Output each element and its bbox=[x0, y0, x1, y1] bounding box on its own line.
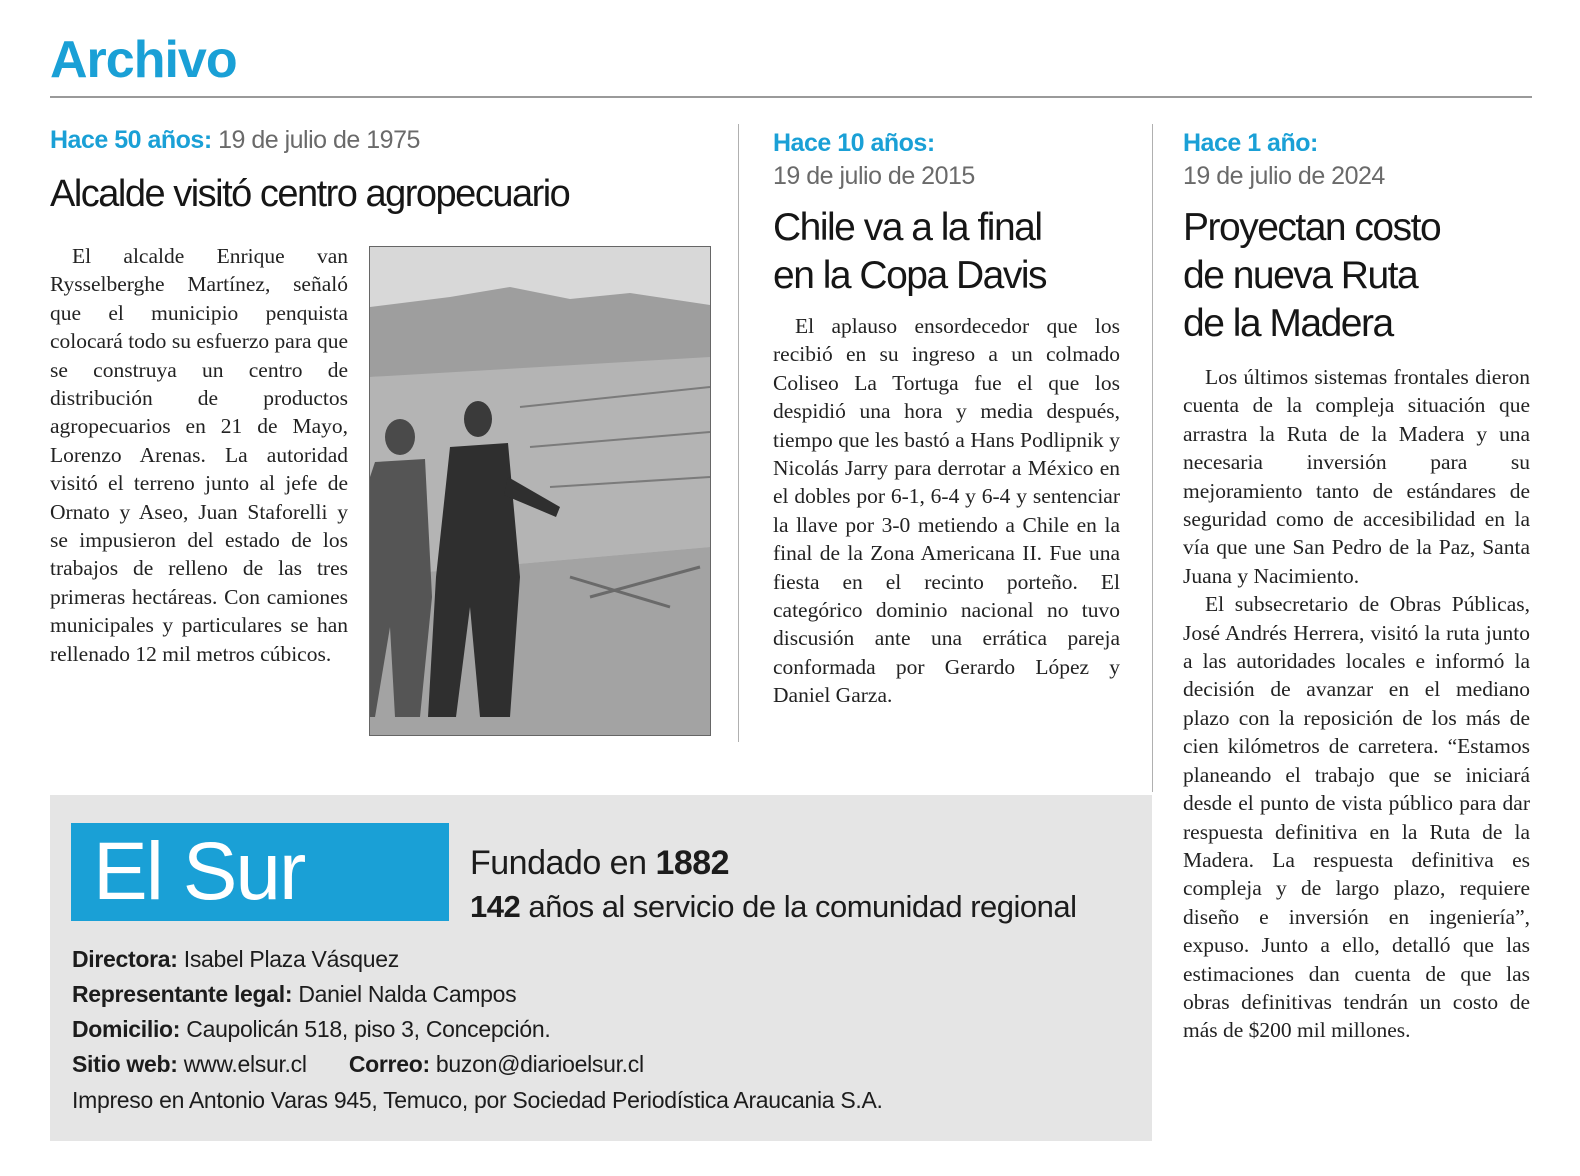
kicker-date: 19 de julio de 2015 bbox=[773, 162, 975, 190]
service-line bbox=[470, 887, 1077, 927]
credit-printed: Impreso en Antonio Varas 945, Temuco, por Sociedad Periodística Araucania S.A. bbox=[72, 1087, 883, 1113]
article-1-kicker bbox=[50, 124, 420, 157]
article-3-kicker bbox=[1183, 127, 1385, 193]
credit-label: Domicilio: bbox=[72, 1016, 181, 1042]
credit-label: Correo: bbox=[348, 1051, 430, 1077]
archive-photo bbox=[369, 246, 711, 736]
headline-line: Chile va a la final bbox=[773, 206, 1042, 249]
kicker-label: Hace 10 años: bbox=[773, 129, 935, 157]
article-2-body bbox=[773, 312, 1120, 710]
founded-line bbox=[470, 843, 729, 883]
column-divider-2 bbox=[1152, 124, 1153, 792]
brand-logo bbox=[71, 823, 449, 921]
headline-line: Proyectan costo bbox=[1183, 206, 1441, 249]
service-text: años al servicio de la comunidad regional bbox=[528, 889, 1077, 924]
credit-director bbox=[72, 944, 399, 974]
founded-prefix: Fundado en bbox=[470, 844, 647, 882]
article-paragraph: El alcalde Enrique van Rysselberghe Martínez, señaló que el municipio penquista colocará todo su esfuerzo para que se construya un centro de distribución de productos agropecuarios en 21 de Mayo, Lorenzo Arenas. La autoridad visitó el terreno junto al jefe de Ornato y Aseo, Juan Staforelli y se impusieron del estado de los trabajos de relleno de las tres primeras hectáreas. Con camiones municipales y particulares se han rellenado 12 mil metros cúbicos. bbox=[50, 244, 348, 666]
section-title: Archivo bbox=[50, 31, 237, 89]
article-3-body bbox=[1183, 363, 1530, 1045]
headline-line: en la Copa Davis bbox=[773, 254, 1046, 297]
article-1-body bbox=[50, 242, 348, 668]
headline-line: de la Madera bbox=[1183, 302, 1393, 345]
archive-photo-image bbox=[370, 247, 710, 735]
brand-name: El Sur bbox=[93, 826, 305, 917]
email-link[interactable]: buzon@diarioelsur.cl bbox=[435, 1051, 644, 1077]
kicker-date: 19 de julio de 2024 bbox=[1183, 162, 1385, 190]
kicker-label: Hace 50 años: bbox=[50, 126, 212, 154]
credit-value: Caupolicán 518, piso 3, Concepción. bbox=[186, 1016, 551, 1042]
headline-line: de nueva Ruta bbox=[1183, 254, 1418, 297]
credit-label: Representante legal: bbox=[72, 981, 293, 1007]
kicker-date: 19 de julio de 1975 bbox=[218, 126, 420, 154]
credit-value: Isabel Plaza Vásquez bbox=[183, 946, 399, 972]
credit-contact bbox=[72, 1049, 644, 1079]
top-divider bbox=[50, 96, 1532, 98]
article-paragraph: El subsecretario de Obras Públicas, José Andrés Herrera, visitó la ruta junto a las autoridades locales e informó la decisión de avanzar en el mediano plazo con la reposición de los más de cien kilómetros de carretera. “Estamos planeando el trabajo que se iniciará desde el punto de vista público para dar respuesta definitiva en la Ruta de la Madera. La respuesta definitiva es compleja y de largo plazo, requiere diseño e inversión en ingeniería”, expuso. Junto a ello, detalló que las estimaciones dan cuenta de que las obras definitivas tendrán un costo de más de $200 mil millones. bbox=[1183, 592, 1530, 1043]
founded-year: 1882 bbox=[655, 844, 730, 882]
column-divider-1 bbox=[738, 124, 739, 742]
website-link[interactable]: www.elsur.cl bbox=[183, 1051, 307, 1077]
article-2-headline bbox=[773, 204, 1046, 300]
kicker-label: Hace 1 año: bbox=[1183, 129, 1318, 157]
credit-address bbox=[72, 1014, 550, 1044]
article-paragraph: El aplauso ensordecedor que los recibió en su ingreso a un colmado Coliseo La Tortuga fue el que los despidió una hora y media después, tiempo que les bastó a Hans Podlipnik y Nicolás Jarry para derrotar a México en el dobles por 6-1, 6-4 y 6-4 y sentenciar la llave por 3-0 metiendo a Chile en la final de la Zona Americana II. Fue una fiesta en el recinto porteño. El categórico dominio nacional no tuvo discusión ante una errática pareja conformada por Gerardo López y Daniel Garza. bbox=[773, 314, 1120, 708]
credit-legal bbox=[72, 979, 516, 1009]
article-2-kicker bbox=[773, 127, 975, 193]
credit-label: Sitio web: bbox=[72, 1051, 178, 1077]
article-3-headline bbox=[1183, 204, 1440, 348]
credit-label: Directora: bbox=[72, 946, 178, 972]
years-count: 142 bbox=[470, 889, 521, 924]
article-1-headline bbox=[50, 170, 569, 218]
headline-line: Alcalde visitó centro agropecuario bbox=[50, 173, 570, 215]
credit-value: Daniel Nalda Campos bbox=[298, 981, 517, 1007]
article-paragraph: Los últimos sistemas frontales dieron cuenta de la compleja situación que arrastra la Ruta de la Madera y una necesaria inversión para su mejoramiento tanto de estándares de seguridad como de accesibilidad en la vía que une San Pedro de la Paz, Santa Juana y Nacimiento. bbox=[1183, 365, 1530, 588]
